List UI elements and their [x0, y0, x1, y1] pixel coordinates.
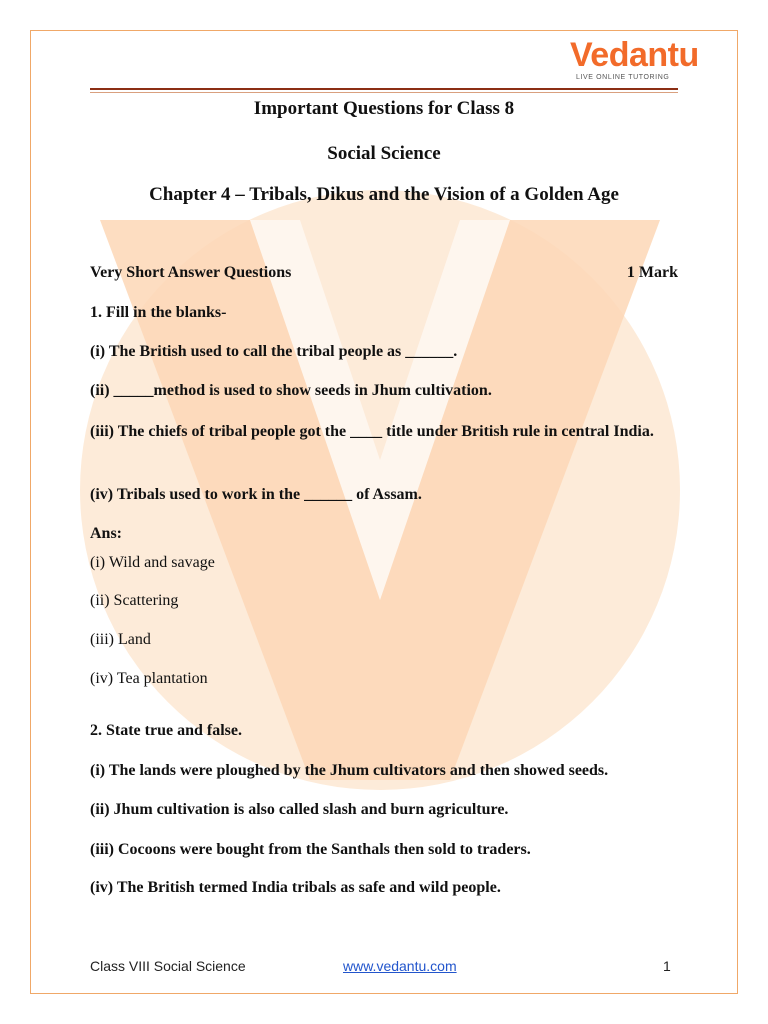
q1-answer-1: (i) Wild and savage: [90, 554, 215, 571]
q1-item-1: (i) The British used to call the tribal people as ______.: [90, 343, 458, 360]
answer-label: Ans:: [90, 525, 123, 542]
q1-item-4: (iv) Tribals used to work in the ______ of Assam.: [90, 486, 422, 503]
q1-answer-3: (iii) Land: [90, 631, 151, 648]
footer-website-link[interactable]: www.vedantu.com: [343, 958, 457, 974]
logo-wordmark: Vedantu: [570, 36, 699, 74]
q2-item-1: (i) The lands were ploughed by the Jhum cultivators and then showed seeds.: [90, 762, 609, 779]
logo-tagline: LIVE ONLINE TUTORING: [576, 74, 670, 81]
chapter-title: Chapter 4 – Tribals, Dikus and the Vision of a Golden Age: [149, 184, 619, 205]
subject-title: Social Science: [327, 143, 441, 164]
q2-item-4: (iv) The British termed India tribals as safe and wild people.: [90, 879, 501, 896]
q1-answer-2: (ii) Scattering: [90, 592, 179, 609]
question-2: 2. State true and false.: [90, 722, 242, 739]
q2-item-3: (iii) Cocoons were bought from the Santhals then sold to traders.: [90, 841, 531, 858]
section-heading: Very Short Answer Questions: [90, 264, 292, 281]
footer-course: Class VIII Social Science: [90, 958, 246, 974]
section-marks: 1 Mark: [626, 264, 678, 281]
question-1: 1. Fill in the blanks-: [90, 304, 227, 321]
q1-answer-4: (iv) Tea plantation: [90, 670, 208, 687]
q1-item-3: (iii) The chiefs of tribal people got the ____ title under British rule in central India.: [90, 423, 654, 440]
document-title: Important Questions for Class 8: [253, 98, 515, 119]
q1-item-2: (ii) _____method is used to show seeds in Jhum cultivation.: [90, 382, 492, 399]
q2-item-2: (ii) Jhum cultivation is also called slash and burn agriculture.: [90, 801, 509, 818]
page-number: 1: [663, 958, 671, 974]
